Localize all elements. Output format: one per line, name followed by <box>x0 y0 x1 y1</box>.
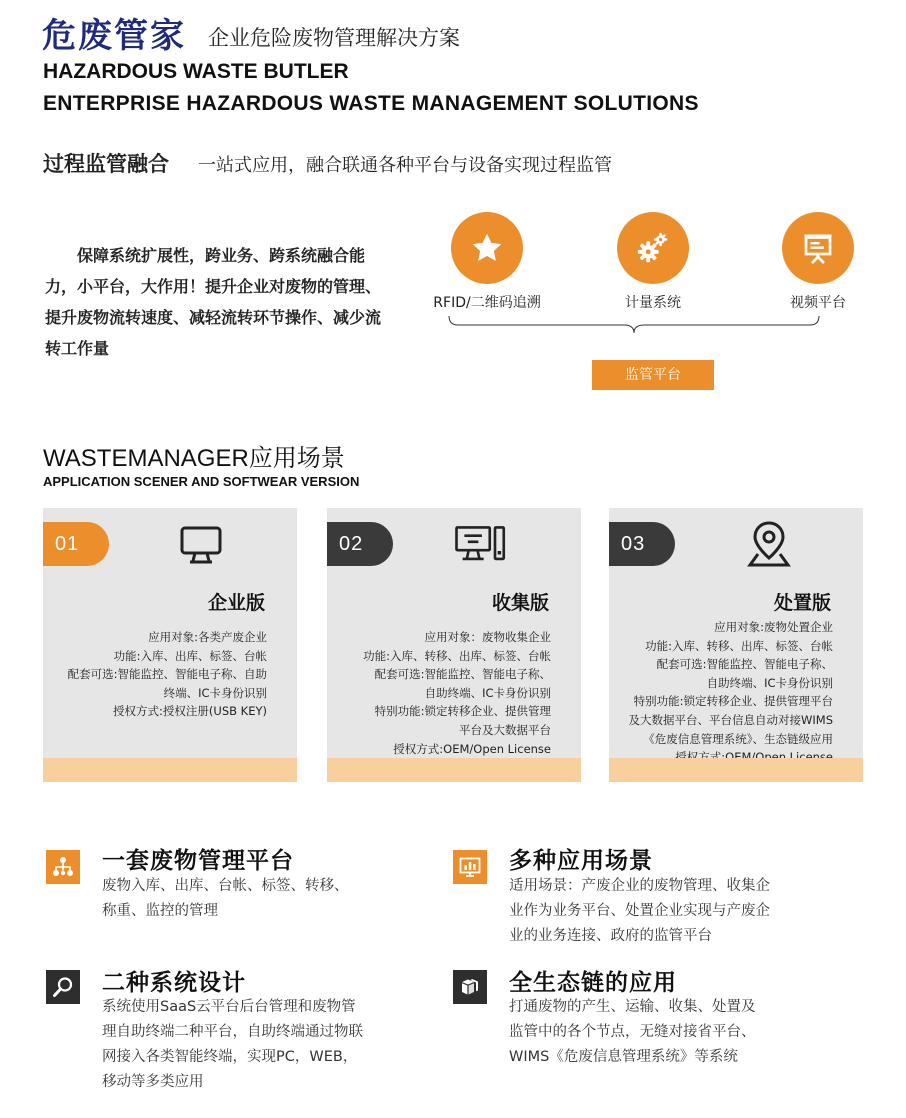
gears-icon <box>634 229 672 267</box>
card-title: 企业版 <box>207 592 265 614</box>
process-intro-text: 保障系统扩展性，跨业务、跨系统融合能力，小平台，大作用！提升企业对废物的管理、提升废物流转速度、减轻流转环节操作、减少流转工作量 <box>45 246 382 358</box>
card-line: 应用对象:各类产废企业 <box>148 630 267 644</box>
feature-line: 业作为业务平台、处置企业实现与产废企 <box>509 903 770 919</box>
card-line: 功能:入库、转移、出库、标签、台帐 <box>363 648 551 663</box>
feature-line: 监管中的各个节点，无缝对接省平台、 <box>509 1024 756 1040</box>
rfid-feature-circle <box>451 212 523 284</box>
video-feature-circle <box>782 212 854 284</box>
feature-line: 业的业务连接、政府的监管平台 <box>509 928 712 944</box>
connector-bracket <box>448 316 820 334</box>
cube-stack-icon <box>458 975 482 999</box>
feature-line: 称重、监控的管理 <box>102 903 218 919</box>
feature-title: 全生态链的应用 <box>509 970 677 996</box>
feature-title: 二种系统设计 <box>102 970 246 996</box>
scenes-title-en: WASTEMANAGER <box>43 445 249 472</box>
process-section-description: 一站式应用，融合联通各种平台与设备实现过程监管 <box>198 155 612 176</box>
card-number-badge: 01 <box>43 522 109 566</box>
monitor-icon <box>173 520 229 568</box>
star-icon <box>469 230 505 266</box>
brand-subtitle: 企业危险废物管理解决方案 <box>208 26 460 50</box>
english-title-line1: HAZARDOUS WASTE BUTLER <box>43 60 349 83</box>
desktop-computer-icon <box>453 520 509 568</box>
metering-feature-circle <box>617 212 689 284</box>
feature-line: 适用场景：产废企业的废物管理、收集企 <box>509 878 770 894</box>
card-line: 授权方式:授权注册(USB KEY) <box>113 704 267 719</box>
card-footer-bar <box>609 758 863 782</box>
card-line: 应用对象：废物收集企业 <box>424 630 551 644</box>
feature-title: 多种应用场景 <box>509 848 653 874</box>
edition-card-enterprise <box>43 508 297 782</box>
card-line: 平台及大数据平台 <box>459 722 551 737</box>
card-number-badge: 03 <box>609 522 675 566</box>
feature-icon-box <box>46 850 80 884</box>
card-line: 特别功能:锁定转移企业、提供管理平台 <box>633 694 833 709</box>
card-number-badge: 02 <box>327 522 393 566</box>
edition-card-disposal <box>609 508 863 782</box>
feature-body <box>102 995 363 1095</box>
feature-line: 理自助终端二种平台，自助终端通过物联 <box>102 1024 363 1040</box>
card-body <box>593 618 833 767</box>
feature-label-video: 视频平台 <box>790 295 846 311</box>
card-line: 功能:入库、出库、标签、台帐 <box>113 648 267 663</box>
card-line: 配套可选:智能监控、智能电子称、 <box>656 657 833 672</box>
card-line: 功能:入库、转移、出库、标签、台帐 <box>645 638 833 653</box>
card-title: 处置版 <box>773 592 831 614</box>
bar-chart-icon <box>458 855 482 879</box>
feature-line: 移动等多类应用 <box>102 1074 204 1090</box>
feature-line: 打通废物的产生、运输、收集、处置及 <box>509 999 756 1015</box>
feature-line: 网接入各类智能终端，实现PC，WEB， <box>102 1049 358 1065</box>
feature-icon-box <box>453 850 487 884</box>
feature-label-rfid: RFID/二维码追溯 <box>433 295 541 311</box>
feature-body <box>509 874 770 949</box>
card-footer-bar <box>327 758 581 782</box>
card-body <box>311 628 551 758</box>
feature-icon-box <box>453 970 487 1004</box>
scenes-section-subtitle: APPLICATION SCENER AND SOFTWEAR VERSION <box>43 474 360 489</box>
card-line: 特别功能:锁定转移企业、提供管理 <box>374 704 551 719</box>
card-line: 终端、IC卡身份识别 <box>163 685 267 700</box>
card-title: 收集版 <box>491 592 549 614</box>
feature-body <box>102 874 349 924</box>
feature-line: 系统使用SaaS云平台后台管理和废物管 <box>102 999 356 1015</box>
supervision-platform-box: 监管平台 <box>592 360 714 390</box>
card-line: 及大数据平台、平台信息自动对接WIMS <box>628 712 833 727</box>
feature-body <box>509 995 756 1070</box>
card-line: 自助终端、IC卡身份识别 <box>424 685 551 700</box>
english-title-line2: ENTERPRISE HAZARDOUS WASTE MANAGEMENT SOLUTIONS <box>43 92 699 115</box>
card-line: 配套可选:智能监控、智能电子称、自助 <box>67 667 267 682</box>
org-chart-icon <box>51 855 75 879</box>
brand-title: 危废管家 <box>42 16 186 56</box>
feature-label-metering: 计量系统 <box>625 295 681 311</box>
card-footer-bar <box>43 758 297 782</box>
card-line: 配套可选:智能监控、智能电子称、 <box>374 667 551 682</box>
card-line: 自助终端、IC卡身份识别 <box>706 675 833 690</box>
scenes-section-title <box>43 438 345 473</box>
card-line: 《危废信息管理系统》、生态链级应用 <box>643 731 833 746</box>
feature-icon-box <box>46 970 80 1004</box>
edition-card-collection <box>327 508 581 782</box>
feature-line: 废物入库、出库、台帐、标签、转移、 <box>102 878 349 894</box>
scenes-title-cn: 应用场景 <box>248 444 345 472</box>
location-pin-icon <box>741 520 797 568</box>
card-body <box>27 628 267 721</box>
presentation-board-icon <box>800 230 836 266</box>
card-line: 应用对象:废物处置企业 <box>714 620 833 634</box>
feature-line: WIMS《危废信息管理系统》等系统 <box>509 1049 738 1065</box>
card-line: 授权方式:OEM/Open License <box>393 741 551 756</box>
feature-title: 一套废物管理平台 <box>102 848 294 874</box>
magnifier-icon <box>51 975 75 999</box>
process-section-title: 过程监管融合 <box>43 152 169 176</box>
